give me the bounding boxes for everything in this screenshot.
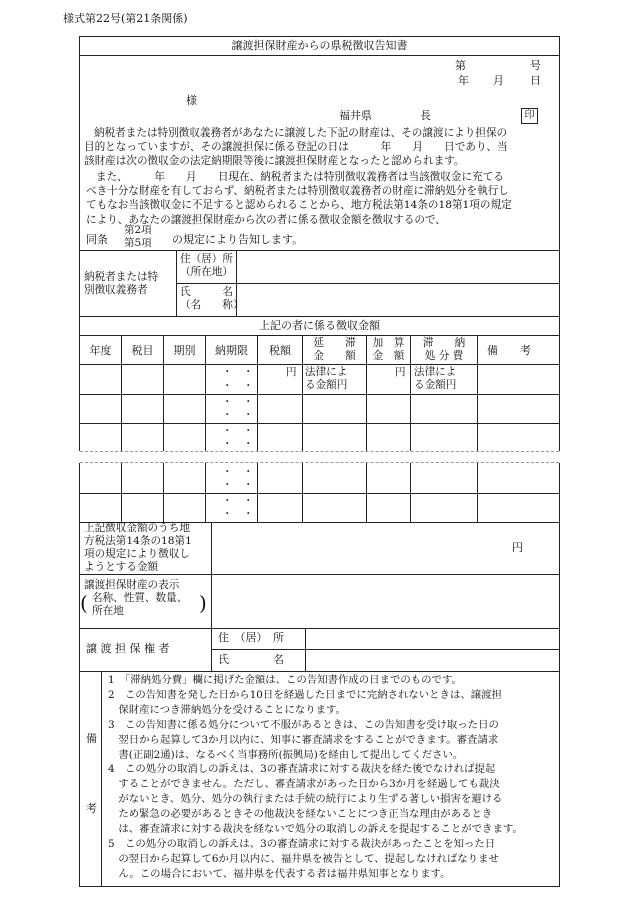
- note-line: 翌日から起算して3か月以内に、知事に審査請求をすることができます。審査請求: [108, 733, 499, 746]
- header-line: 金 額: [313, 350, 356, 362]
- rule: [101, 671, 102, 886]
- header-line: 金 額: [372, 350, 405, 362]
- by-law-amount: [414, 366, 456, 392]
- due-date-dots: ・ ・: [222, 396, 254, 408]
- clause-2: 第2項: [124, 224, 152, 236]
- by-law-line: る金額円: [305, 379, 348, 391]
- notes-label-kou: 考: [86, 802, 97, 815]
- cut-line: [80, 462, 559, 463]
- form-title: 譲渡担保財産からの県税徴収告知書: [231, 39, 408, 52]
- amount-label-line: ようとする金額: [84, 561, 159, 573]
- due-date-dots: ・ ・: [222, 425, 254, 437]
- rule: [80, 394, 559, 395]
- rule: [80, 671, 559, 672]
- rule: [211, 522, 212, 574]
- rule: [80, 423, 559, 424]
- by-law-line: 法律によ: [305, 366, 348, 378]
- taxpayer-label-line: 納税者または特: [84, 271, 159, 283]
- note-line: 4 この処分の取消しの訴えは、3の審査請求に対する裁決を経た後でなければ提起: [108, 763, 496, 776]
- note-line: 2 この告知書を発した日から10日を経過した日までに完納されないときは、譲渡担: [108, 688, 502, 701]
- note-line: がないとき、処分、処分の執行または手続の続行により生ずる著しい損害を避ける: [108, 793, 503, 806]
- rule: [80, 250, 559, 251]
- due-date-dots: ・ ・: [222, 466, 254, 478]
- header-line: 滞 納: [422, 337, 466, 349]
- header-line: 加 算: [372, 337, 405, 349]
- note-line: 書(正副2通)は、なるべく当事務所(振興局)を経由して提出してください。: [108, 748, 464, 761]
- rule: [211, 649, 559, 650]
- seal-mark: 印: [521, 108, 538, 124]
- col-header-year: 年度: [89, 344, 112, 357]
- col-header-due: 納期限: [215, 344, 248, 357]
- amount-label-line: 上記徴収金額のうち地: [84, 522, 190, 534]
- rule: [211, 574, 212, 628]
- due-date-dots: ・ ・: [222, 366, 254, 378]
- note-line: 3 この告知書に係る処分について不服があるときは、この告知書を受け取った日の: [108, 718, 499, 731]
- date-year: 年: [458, 74, 469, 87]
- note-line: 保財産につき滞納処分を受けることになります。: [108, 703, 346, 716]
- number-prefix: 第: [455, 59, 466, 72]
- rule: [80, 335, 559, 336]
- holder-address-label: 住 （居） 所: [218, 631, 284, 644]
- amount-yen: 円: [512, 541, 523, 554]
- rule: [80, 574, 559, 575]
- by-law-amount: [305, 366, 347, 392]
- holder-name-label: 氏 名: [218, 653, 284, 666]
- amount-label-line: 方税法第14条の18第1: [84, 535, 192, 547]
- rule: [80, 316, 559, 317]
- holder-label: 譲 渡 担 保 権 者: [86, 642, 170, 655]
- property-label: [84, 579, 187, 618]
- collection-caption: 上記の者に係る徴収金額: [259, 319, 380, 332]
- due-date-dots: ・ ・: [222, 508, 254, 520]
- address-label-line: （所在地）: [180, 266, 233, 278]
- issuer-title: 長: [420, 109, 431, 122]
- col-header-tax-item: 税目: [131, 344, 154, 357]
- addressee-honorific: 様: [186, 94, 197, 107]
- due-date-dots: ・ ・: [222, 438, 254, 450]
- rule: [80, 55, 559, 56]
- by-law-line: る金額円: [414, 379, 457, 391]
- taxpayer-label: [84, 271, 158, 297]
- rule: [80, 493, 559, 494]
- property-label-line: 名称、性質、数量、: [92, 592, 188, 604]
- number-suffix: 号: [530, 59, 541, 72]
- note-line: することができません。ただし、審査請求があった日から3か月を経過しても裁決: [108, 778, 500, 791]
- issuer-name: 福井県: [339, 109, 372, 122]
- yen-unit: 円: [395, 366, 406, 378]
- col-header-surcharge: [367, 337, 410, 363]
- due-date-dots: ・ ・: [222, 380, 254, 392]
- note-line: の翌日から起算して6か月以内に、福井県を被告として、提起しなければなりませ: [108, 852, 499, 865]
- address-label-line: 住（居）所: [180, 253, 233, 265]
- para2-line: により、あなたの譲渡担保財産から次の者に係る徴収金額を徴収するので、: [86, 213, 446, 226]
- name-label-line: 氏 名: [180, 286, 233, 298]
- due-date-dots: ・ ・: [222, 479, 254, 491]
- para2-line: また、 年 月 日現在、納税者または特別徴収義務者は当該徴収金に充てる: [96, 171, 504, 183]
- notes-label-bi: 備: [86, 732, 97, 745]
- note-line: 5 この処分の取消しの訴えは、3の審査請求に対する裁決があったことを知った日: [108, 837, 496, 850]
- col-header-period: 期別: [173, 344, 196, 357]
- left-bracket: (: [80, 591, 88, 615]
- para2-line: べき十分な財産を有しておらず、納税者または特別徴収義務者の財産に滞納処分を執行し: [86, 185, 509, 198]
- rule: [176, 283, 559, 284]
- note-line: は、審査請求に対する裁決を経ないで処分の取消しの訴えを提起することができます。: [108, 823, 523, 836]
- date-day: 日: [530, 74, 541, 87]
- rule: [80, 364, 559, 365]
- col-header-tax-amount: 税額: [269, 344, 291, 357]
- name-label-line: （名 称）: [180, 299, 244, 311]
- note-line: ため緊急の必要があるときその他裁決を経ないことにつき正当な理由があるとき: [108, 808, 493, 821]
- col-header-disposal: [411, 337, 477, 363]
- col-header-remarks: 備 考: [487, 344, 531, 357]
- taxpayer-label-line: 別徴収義務者: [84, 284, 148, 296]
- header-line: 処 分 費: [424, 350, 464, 362]
- paragraph-1: [84, 126, 548, 169]
- header-line: 延 滞: [313, 337, 356, 349]
- right-bracket: ): [199, 591, 207, 615]
- paragraph-2: [86, 170, 548, 227]
- para1-line: 該財産は次の徴収金の法定納期限等後に譲渡担保財産となったと認められます。: [84, 155, 465, 168]
- para1-line: 納税者または特別徴収義務者があなたに譲渡した下記の財産は、その譲渡により担保の: [94, 127, 508, 139]
- rule: [176, 250, 177, 316]
- note-line: ん。この場合において、福井県を代表する者は福井県知事となります。: [108, 867, 451, 880]
- property-label-line: 譲渡担保財産の表示: [84, 579, 180, 591]
- para1-line: 目的となっていますが、その譲渡担保に係る登記の日は 年 月 日であり、当: [84, 141, 508, 154]
- rule: [80, 628, 559, 629]
- yen-unit: 円: [286, 366, 297, 378]
- same-article: 同条: [86, 233, 108, 246]
- notice-tail: の規定により告知します。: [172, 233, 304, 246]
- col-header-delinquency: [303, 337, 366, 363]
- taxpayer-address-label: [180, 253, 233, 279]
- by-law-line: 法律によ: [414, 366, 457, 378]
- amount-label-line: 項の規定により徴収し: [84, 548, 190, 560]
- property-label-line: 所在地: [92, 605, 124, 617]
- due-date-dots: ・ ・: [222, 495, 254, 507]
- note-line: 1 「滞納処分費」欄に掲げた金額は、この告知書作成の日までのものです。: [108, 674, 462, 686]
- date-month: 月: [493, 74, 504, 87]
- taxpayer-name-label: [180, 286, 244, 312]
- amount-label: [84, 522, 192, 574]
- clause-5: 第5項: [124, 237, 152, 249]
- notes-list: [108, 673, 556, 882]
- cut-line: [80, 451, 559, 452]
- para2-line: てもなお当該徴収金に不足すると認められることから、地方税法第14条の18第1項の規定: [86, 199, 512, 212]
- form-id: 様式第22号(第21条関係): [63, 12, 188, 25]
- due-date-dots: ・ ・: [222, 409, 254, 421]
